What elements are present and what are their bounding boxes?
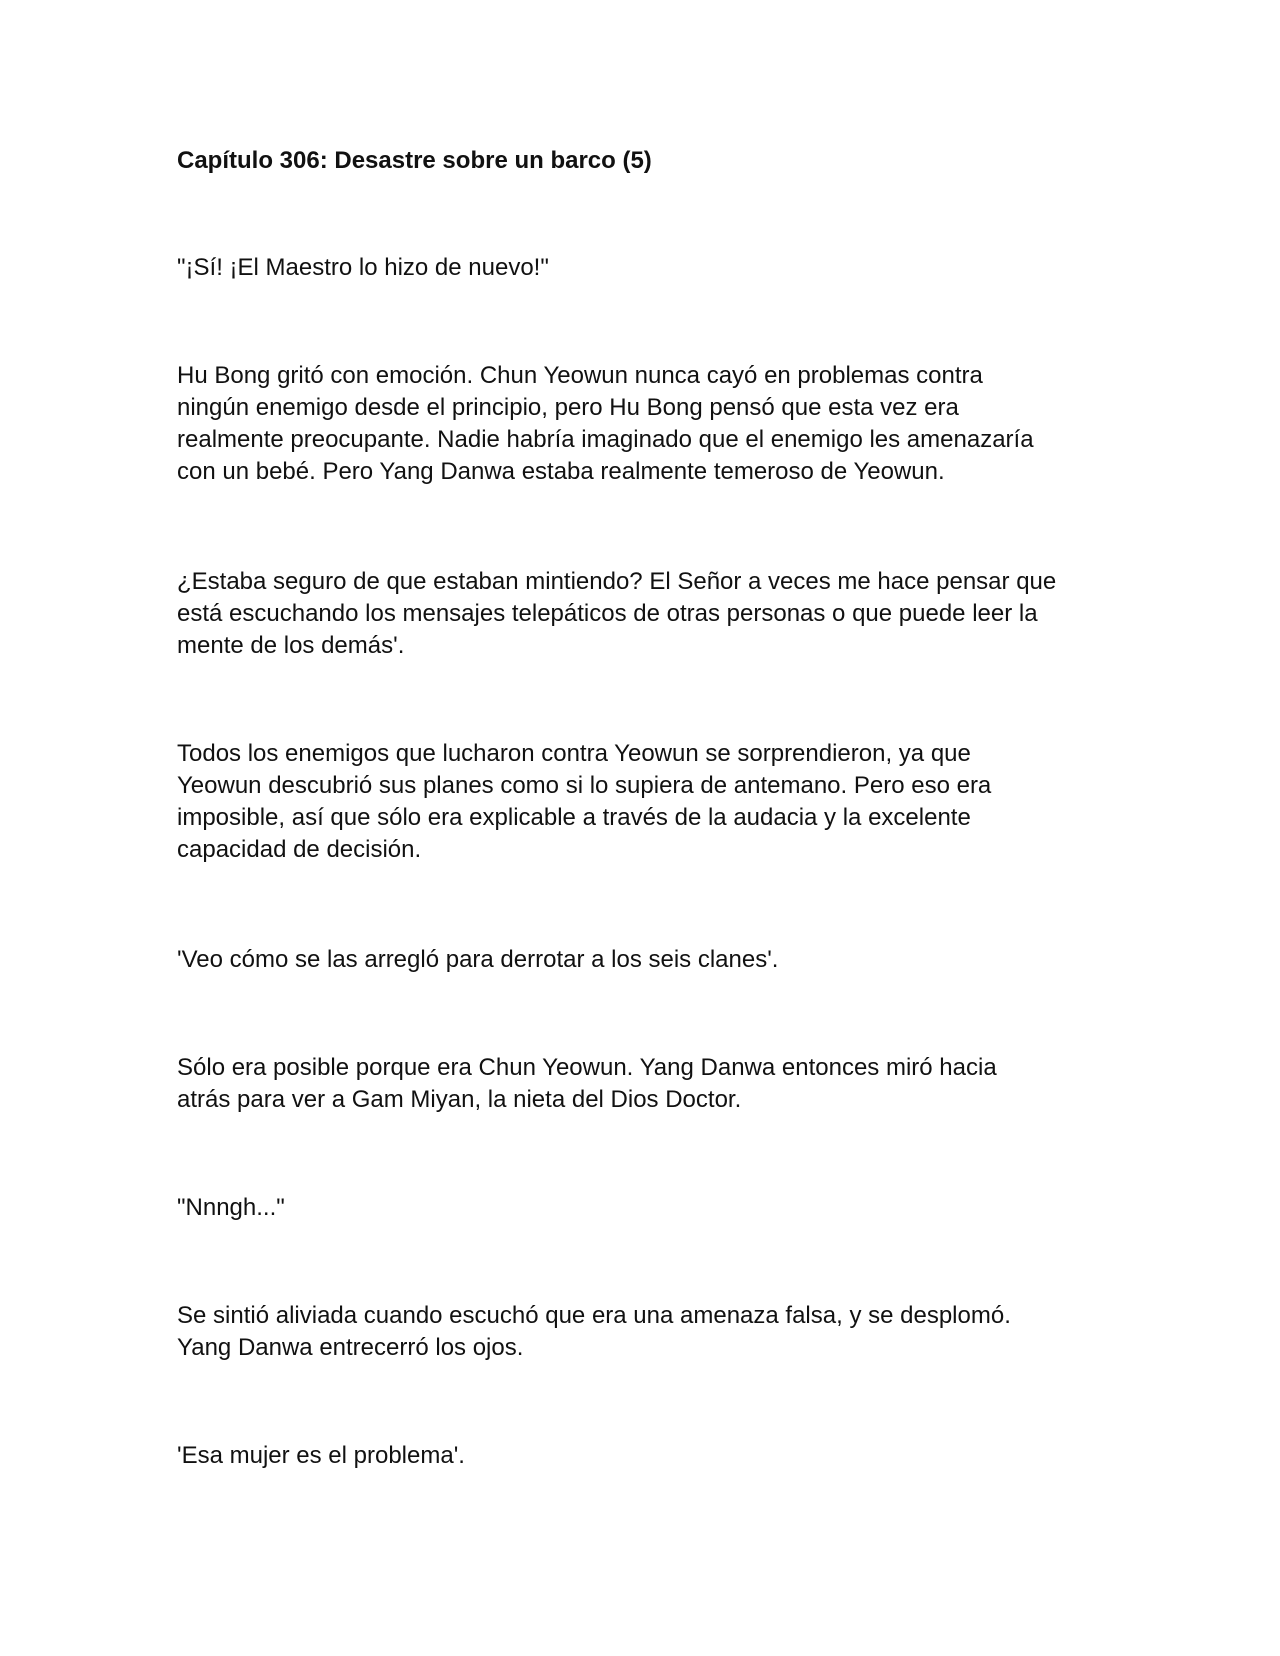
paragraph-line: capacidad de decisión. <box>177 836 422 863</box>
paragraph-line: Todos los enemigos que lucharon contra Yeowun se sorprendieron, ya que <box>177 740 971 767</box>
paragraph-line: mente de los demás'. <box>177 632 405 659</box>
chapter-title: Capítulo 306: Desastre sobre un barco (5) <box>177 147 652 174</box>
paragraph-line: realmente preocupante. Nadie habría imaginado que el enemigo les amenazaría <box>177 426 1034 453</box>
paragraph-line: Hu Bong gritó con emoción. Chun Yeowun nunca cayó en problemas contra <box>177 362 983 389</box>
paragraph-line: Se sintió aliviada cuando escuchó que era una amenaza falsa, y se desplomó. <box>177 1302 1011 1329</box>
paragraph-line: con un bebé. Pero Yang Danwa estaba realmente temeroso de Yeowun. <box>177 458 945 485</box>
paragraph-line: ¿Estaba seguro de que estaban mintiendo? El Señor a veces me hace pensar que <box>177 568 1057 595</box>
paragraph-line: "Nnngh..." <box>177 1194 285 1221</box>
paragraph-line: Yeowun descubrió sus planes como si lo supiera de antemano. Pero eso era <box>177 772 992 799</box>
paragraph-line: atrás para ver a Gam Miyan, la nieta del Dios Doctor. <box>177 1086 742 1113</box>
paragraph-line: Sólo era posible porque era Chun Yeowun. Yang Danwa entonces miró hacia <box>177 1054 997 1081</box>
paragraph-line: "¡Sí! ¡El Maestro lo hizo de nuevo!" <box>177 254 549 281</box>
paragraph-line: imposible, así que sólo era explicable a través de la audacia y la excelente <box>177 804 971 831</box>
paragraph-line: 'Esa mujer es el problema'. <box>177 1442 465 1469</box>
paragraph-line: 'Veo cómo se las arregló para derrotar a los seis clanes'. <box>177 946 779 973</box>
paragraph-line: Yang Danwa entrecerró los ojos. <box>177 1334 524 1361</box>
paragraph-line: ningún enemigo desde el principio, pero Hu Bong pensó que esta vez era <box>177 394 959 421</box>
paragraph-line: está escuchando los mensajes telepáticos de otras personas o que puede leer la <box>177 600 1038 627</box>
